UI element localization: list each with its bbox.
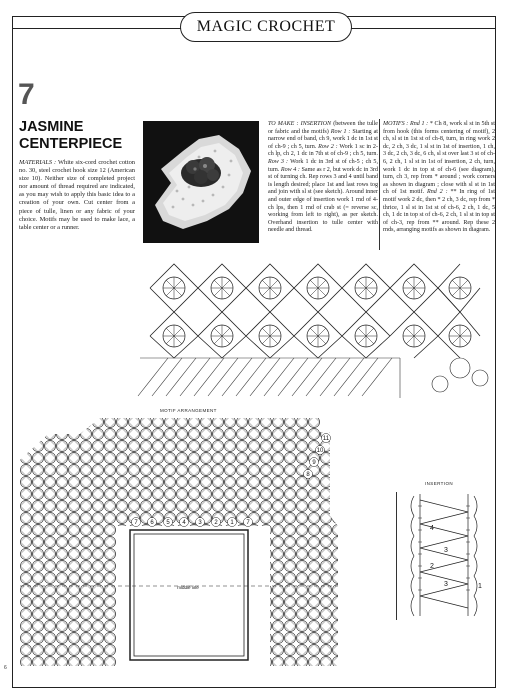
number-label: 4 — [430, 525, 434, 532]
insertion-diagram — [400, 490, 495, 620]
instructions-column-2 — [383, 121, 495, 235]
row-1-label: Row 1 : — [330, 128, 351, 135]
middle-line-label: middle line — [177, 585, 199, 590]
photo-illustration — [143, 121, 259, 243]
magazine-header — [180, 12, 352, 42]
insertion-divider — [396, 492, 397, 620]
row-3-text: Work 1 dc in 3rd st of ch-5 ; ch 5, turn. — [268, 158, 378, 173]
motif-arrangement-diagram — [20, 416, 360, 666]
page-number: 6 — [4, 665, 7, 671]
number-label: 1 — [230, 520, 234, 526]
row-2-label: Row 2 : — [318, 143, 338, 150]
title-line-2: CENTERPIECE — [19, 136, 123, 152]
row-1-text: Starting at narrow end of band, ch 9, work 1 dc in 1st st of ch-9 ; ch 5, turn. — [268, 128, 378, 150]
motifs-text: * Ch 8, work sl st in 5th st from hook (this forms centering of motif), 2 ch, sl st in 1st st of ch-8, turn, in ring work 2 dc, 2 ch, 3 dc, 1 sl st in 1st of insertion, 1 ch, 3 dc, 2 ch, 3 dc, 6 ch, sl st over last 3 st of ch-6, 2 ch, 1 sl st in 1st of insertion, 2 ch, turn, work 1 dc in top st of ch-6 (see diagram), turn, ch 3, rep from * around ; work corners as shown in diagram ; close with sl st in 1st ch of 1st motif. — [383, 121, 495, 196]
number-label: 7 — [246, 520, 250, 526]
number-label: 2 — [214, 520, 218, 526]
number-label: 9 — [312, 460, 316, 466]
number-label: 4 — [182, 520, 186, 526]
number-label: 5 — [166, 520, 170, 526]
to-make-label: TO MAKE : INSERTION — [268, 121, 332, 127]
materials-paragraph — [19, 159, 135, 232]
instructions-column-1 — [268, 121, 378, 235]
number-label: 2 — [430, 563, 434, 570]
number-label: 3 — [444, 581, 448, 588]
number-label: 3 — [444, 547, 448, 554]
rnd-2-label: Rnd 2 : — [427, 189, 448, 196]
crochet-chart — [130, 248, 500, 398]
pattern-number: 7 — [18, 78, 35, 111]
number-label: 6 — [150, 520, 154, 526]
row-3-label: Row 3 : — [268, 158, 289, 165]
number-label: 10 — [316, 448, 324, 454]
rnd-2-text: ** In ring of 1st motif work 2 dc, then * 2 ch, 3 dc, rep from * thrice, 1 sl st in 1st st of ch-6, 2 ch, 1 dc, 5 ch, 1 dc in top st of ch-6, 2 ch, 1 sl st in top st of ch-3, rep from ** around. Rep these 2 rnds, arranging motifs as shown in diagram. — [383, 189, 495, 234]
column-divider — [379, 119, 380, 250]
number-label: 8 — [306, 472, 310, 478]
number-label: 7 — [134, 520, 138, 526]
magazine-title: MAGIC CROCHET — [196, 18, 336, 35]
number-label: 1 — [478, 583, 482, 590]
materials-label: MATERIALS : — [19, 159, 57, 166]
row-2-text: Work 1 sc in 2-ch lp, ch 2, 1 dc in 7th st of ch-9 ; ch 5, turn. — [268, 143, 378, 158]
to-make-text: (between the tulle or fabric and the motifs) — [268, 121, 378, 135]
insertion-label: INSERTION — [425, 481, 454, 486]
materials-text: White six-cord crochet cotton no. 30, steel crochet hook size 12 (American size 10). Neither size of completed project nor amount of thread required are indicated, as you may wish to apply this basic idea to a creation of your own. Cut center from a piece of tulle, linen or any fabric of your choice. Motifs may be used to make lace, a table center or a runner. — [19, 159, 136, 231]
title-line-1: JASMINE — [19, 119, 84, 135]
centerpiece-photo — [143, 121, 259, 243]
number-label: 11 — [322, 436, 330, 442]
motif-arrangement-label: MOTIF ARRANGEMENT — [160, 408, 217, 413]
number-label: 3 — [198, 520, 202, 526]
pattern-title — [19, 119, 122, 153]
row-4-label: Row 4 : — [280, 166, 300, 173]
motifs-label: MOTIFS : Rnd 1 : — [383, 121, 429, 127]
row-4-text: Same as r 2, but work dc in 3rd st of turning ch. Rep rows 3 and 4 until band is length desired; place 1st and last rows tog and join with sl st (see sketch). Around inner and outer edge of insertion work 1 rnd of 4-ch lps, then 1 rnd of crab st (= reverse sc, working from left to right), as per sketch. Overhand insertion to tulle center with needle and thread. — [268, 166, 379, 234]
